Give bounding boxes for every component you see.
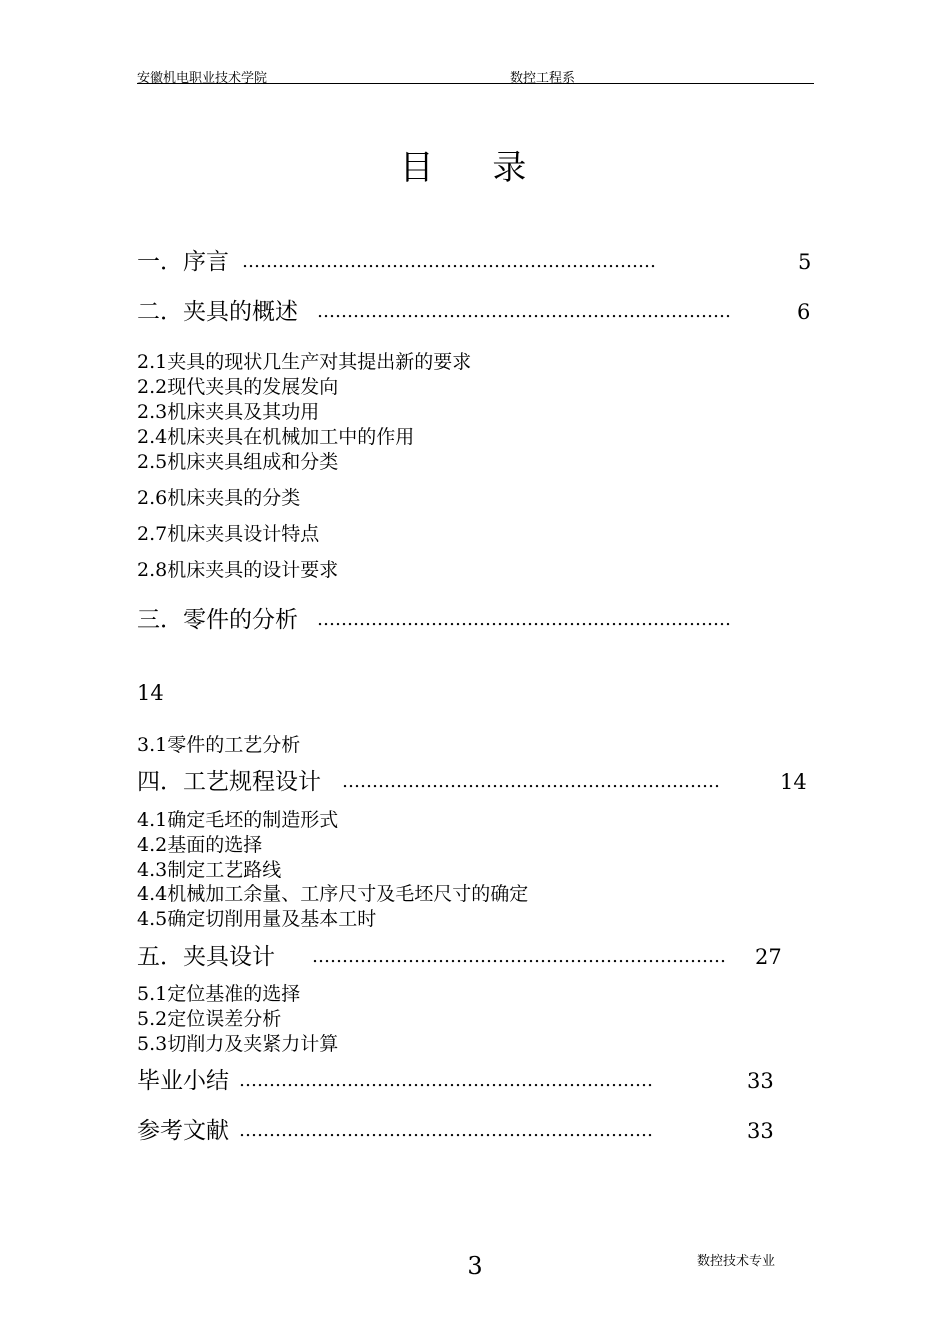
toc-subentry[interactable]: 2.8机床夹具的设计要求	[137, 559, 339, 581]
toc-subentry[interactable]: 2.2现代夹具的发展发向	[137, 376, 339, 398]
footer-major: 数控技术专业	[697, 1254, 776, 1269]
toc-entry-ch2[interactable]	[137, 297, 817, 327]
toc-label: 三．零件的分析	[137, 607, 298, 633]
toc-leader: ………………………………………………………	[342, 771, 720, 792]
toc-page: 5	[798, 250, 812, 274]
toc-subentry[interactable]: 4.3制定工艺路线	[137, 859, 282, 881]
toc-label: 五．夹具设计	[137, 944, 275, 970]
toc-subentry[interactable]: 2.6机床夹具的分类	[137, 487, 301, 509]
toc-page: 14	[780, 770, 807, 794]
header-rule	[137, 83, 814, 84]
toc-subentry[interactable]: 2.3机床夹具及其功用	[137, 401, 320, 423]
toc-leader: ……………………………………………………………	[317, 301, 731, 322]
toc-subentry[interactable]: 2.5机床夹具组成和分类	[137, 451, 339, 473]
toc-subentry[interactable]: 4.4机械加工余量、工序尺寸及毛坯尺寸的确定	[137, 883, 529, 905]
toc-label: 四．工艺规程设计	[137, 769, 321, 795]
page-number: 3	[467, 1252, 483, 1280]
page-title: 目 录	[399, 148, 551, 188]
toc-label: 二．夹具的概述	[137, 299, 298, 325]
toc-entry-ch1[interactable]	[137, 247, 817, 277]
toc-subentry[interactable]: 3.1零件的工艺分析	[137, 734, 301, 756]
toc-page: 33	[747, 1069, 774, 1093]
header-department: 数控工程系	[510, 71, 576, 86]
header-school: 安徽机电职业技术学院	[137, 71, 268, 86]
toc-page: 6	[797, 300, 811, 324]
toc-entry-references[interactable]	[137, 1116, 817, 1146]
toc-leader: ……………………………………………………………	[242, 251, 656, 272]
toc-entry-ch5[interactable]	[137, 942, 817, 972]
toc-label: 一．序言	[137, 249, 229, 275]
toc-page: 33	[747, 1119, 774, 1143]
toc-leader: ……………………………………………………………	[317, 609, 731, 630]
toc-page-ch3[interactable]: 14	[137, 681, 164, 705]
toc-leader: ……………………………………………………………	[239, 1070, 653, 1091]
toc-subentry[interactable]: 5.1定位基准的选择	[137, 983, 301, 1005]
toc-entry-summary[interactable]	[137, 1066, 817, 1096]
toc-subentry[interactable]: 2.4机床夹具在机械加工中的作用	[137, 426, 415, 448]
toc-subentry[interactable]: 5.3切削力及夹紧力计算	[137, 1033, 339, 1055]
toc-subentry[interactable]: 2.7机床夹具设计特点	[137, 523, 320, 545]
toc-subentry[interactable]: 2.1夹具的现状几生产对其提出新的要求	[137, 351, 472, 373]
toc-entry-ch4[interactable]	[137, 767, 817, 797]
toc-subentry[interactable]: 5.2定位误差分析	[137, 1008, 282, 1030]
toc-leader: ……………………………………………………………	[239, 1120, 653, 1141]
toc-subentry[interactable]: 4.2基面的选择	[137, 834, 263, 856]
toc-leader: ……………………………………………………………	[312, 946, 726, 967]
toc-label: 参考文献	[137, 1118, 229, 1144]
toc-subentry[interactable]: 4.5确定切削用量及基本工时	[137, 908, 377, 930]
toc-entry-ch3[interactable]	[137, 605, 817, 635]
toc-label: 毕业小结	[137, 1068, 229, 1094]
toc-page: 27	[755, 945, 782, 969]
toc-subentry[interactable]: 4.1确定毛坯的制造形式	[137, 809, 339, 831]
